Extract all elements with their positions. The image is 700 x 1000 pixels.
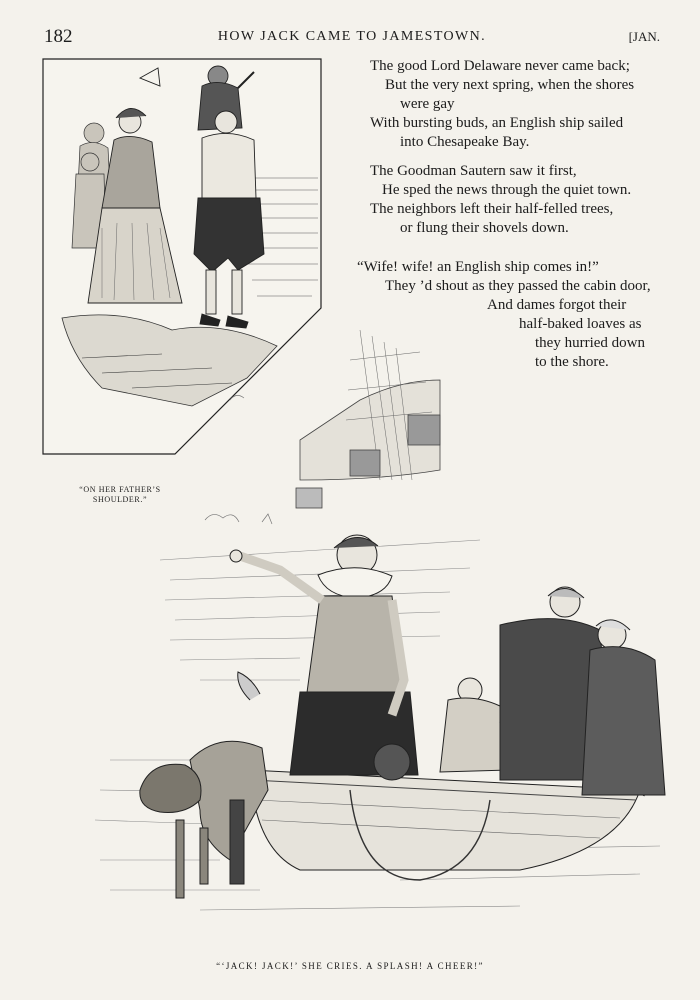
inset-caption-line: SHOULDER.” bbox=[92, 495, 148, 504]
verse-line: were gay bbox=[400, 96, 455, 112]
verse-line: And dames forgot their bbox=[487, 297, 627, 313]
standing-man bbox=[230, 535, 418, 780]
stanza bbox=[370, 162, 631, 238]
verse-line: or flung their shovels down. bbox=[400, 220, 569, 236]
illustration-caption: “‘JACK! JACK!’ SHE CRIES. A SPLASH! A CHEER!” bbox=[216, 961, 484, 971]
verse-line: they hurried down bbox=[535, 335, 645, 351]
verse-line: The Goodman Sautern saw it first, bbox=[370, 163, 577, 179]
running-title: HOW JACK CAME TO JAMESTOWN. bbox=[217, 29, 487, 44]
dog bbox=[140, 672, 268, 898]
verse-line: He sped the news through the quiet town. bbox=[382, 182, 632, 198]
stanza bbox=[370, 57, 634, 152]
verse-line: But the very next spring, when the shores bbox=[385, 77, 635, 93]
stanza bbox=[357, 258, 651, 372]
verse-line: The neighbors left their half-felled trees, bbox=[370, 201, 614, 217]
verse-line: half-baked loaves as bbox=[519, 316, 642, 332]
verse-line: They ’d shout as they passed the cabin door, bbox=[385, 278, 651, 294]
verse-line: “Wife! wife! an English ship comes in!” bbox=[357, 259, 599, 275]
verse-line: into Chesapeake Bay. bbox=[400, 134, 530, 150]
issue-month: [JAN. bbox=[628, 29, 660, 44]
verse-line: With bursting buds, an English ship sailed bbox=[370, 115, 624, 131]
seated-figures bbox=[500, 587, 665, 795]
verse-line: to the shore. bbox=[535, 354, 609, 370]
verse-line: The good Lord Delaware never came back; bbox=[370, 58, 630, 74]
page-number: 182 bbox=[44, 26, 73, 47]
inset-caption-line: “ON HER FATHER’S bbox=[79, 485, 161, 494]
